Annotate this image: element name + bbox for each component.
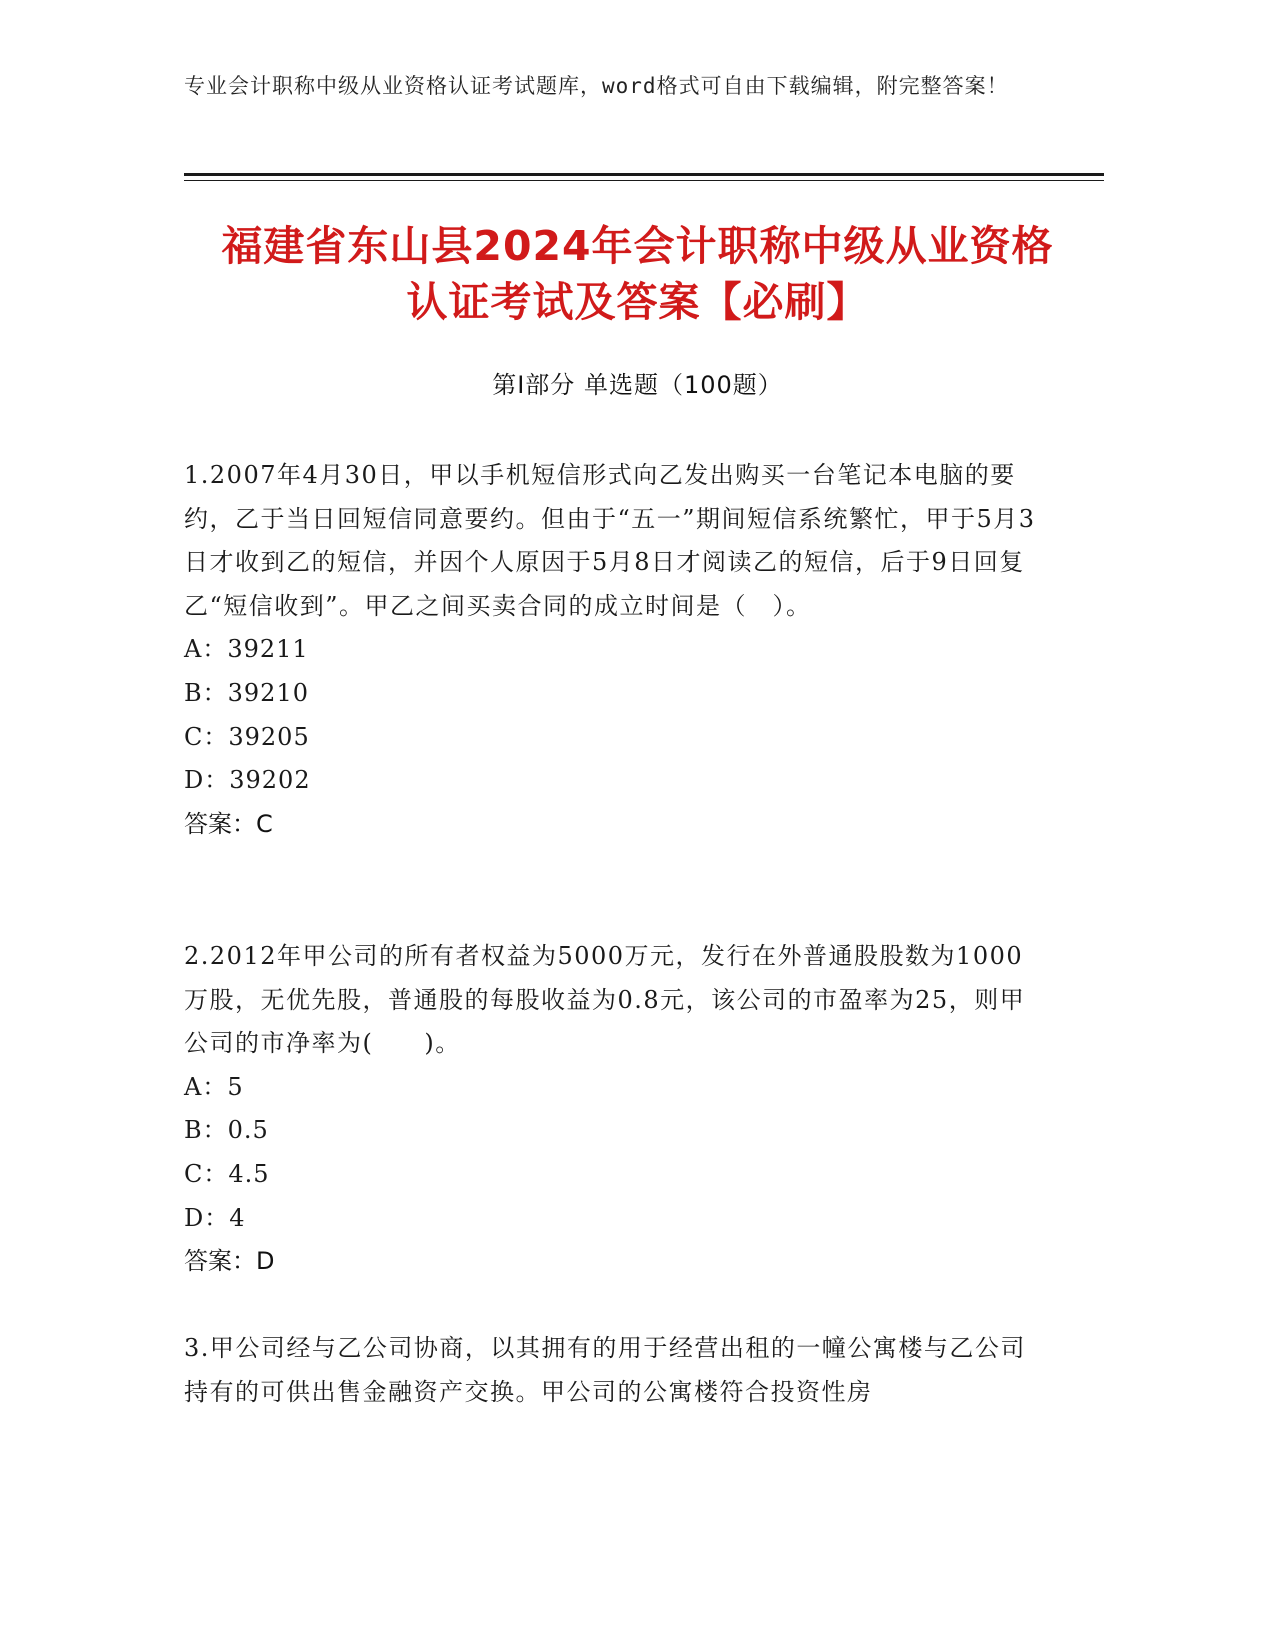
option-c: C：4.5 — [184, 1159, 270, 1188]
option-b: B：0.5 — [184, 1116, 269, 1145]
header-divider-thin — [184, 180, 1104, 181]
header-note: 专业会计职称中级从业资格认证考试题库，word格式可自由下载编辑，附完整答案！ — [184, 74, 1009, 98]
document-title — [150, 218, 1125, 330]
question-1 — [184, 454, 1044, 846]
section-heading: 第Ⅰ部分 单选题（100题） — [492, 371, 783, 399]
document-title-line-2: 认证考试及答案【必刷】 — [406, 278, 869, 326]
option-a: A：5 — [184, 1072, 244, 1101]
answer: 答案：C — [184, 809, 273, 838]
document-title-line-1: 福建省东山县2024年会计职称中级从业资格 — [221, 222, 1054, 270]
option-a: A：39211 — [184, 635, 309, 664]
header-divider-thick — [184, 173, 1104, 176]
question-2 — [184, 935, 1044, 1284]
answer: 答案：D — [184, 1247, 275, 1276]
question-stem: 1.2007年4月30日，甲以手机短信形式向乙发出购买一台笔记本电脑的要约，乙于当日回短信同意要约。但由于“五一”期间短信系统繁忙，甲于5月3日才收到乙的短信，并因个人原因于5月8日才阅读乙的短信，后于9日回复乙“短信收到”。甲乙之间买卖合同的成立时间是（ ）。 — [184, 461, 1036, 620]
question-stem: 2.2012年甲公司的所有者权益为5000万元，发行在外普通股股数为1000万股，无优先股，普通股的每股收益为0.8元，该公司的市盈率为25，则甲公司的市净率为( )。 — [184, 942, 1026, 1058]
option-c: C：39205 — [184, 722, 310, 751]
question-3 — [184, 1327, 1044, 1414]
question-stem: 3.甲公司经与乙公司协商，以其拥有的用于经营出租的一幢公寓楼与乙公司持有的可供出售金融资产交换。甲公司的公寓楼符合投资性房 — [184, 1334, 1026, 1406]
option-d: D：4 — [184, 1203, 246, 1232]
option-b: B：39210 — [184, 678, 309, 707]
option-d: D：39202 — [184, 766, 311, 795]
